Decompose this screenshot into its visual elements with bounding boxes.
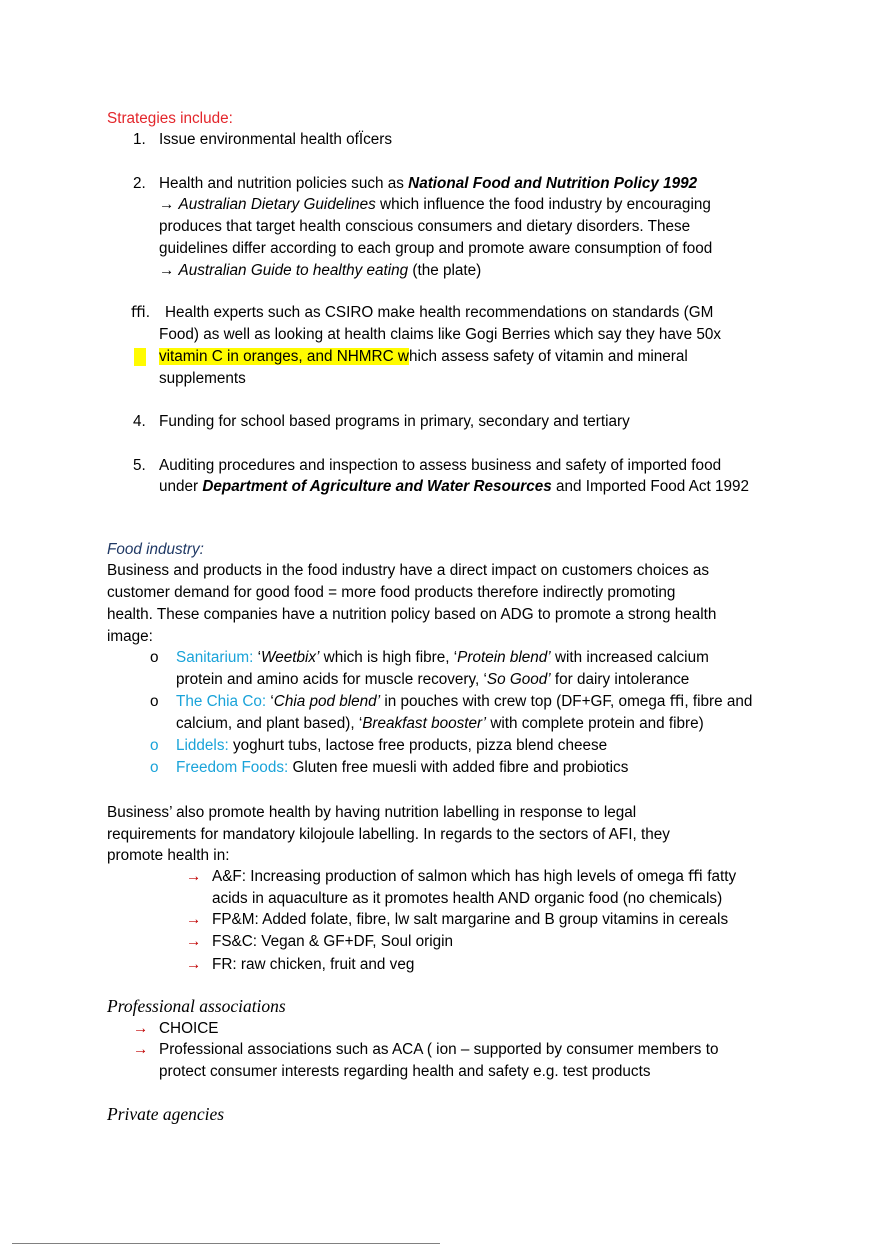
company-item-line: calcium, and plant based), ‘Breakfast booster’ with complete protein and fibre) xyxy=(176,715,704,732)
list-number: ﬃ. xyxy=(131,304,151,321)
company-item-line: protein and amino acids for muscle recovery, ‘So Good’ for dairy intolerance xyxy=(176,671,690,688)
food-industry-heading: Food industry: xyxy=(107,541,204,558)
paragraph-line: customer demand for good food = more food products therefore indirectly promoting xyxy=(107,584,676,601)
list-number: 1. xyxy=(133,131,146,148)
association-item-line: protect consumer interests regarding health and safety e.g. test products xyxy=(159,1063,651,1080)
strategy-item: Funding for school based programs in primary, secondary and tertiary xyxy=(159,413,630,430)
paragraph-line: requirements for mandatory kilojoule labelling. In regards to the sectors of AFI, they xyxy=(107,826,670,843)
arrow-icon: → xyxy=(133,1041,149,1058)
paragraph-line: health. These companies have a nutrition policy based on ADG to promote a strong health xyxy=(107,606,717,623)
strategy-item-line: → Australian Guide to healthy eating (the plate) xyxy=(159,262,482,279)
strategy-item: Issue environmental health ofÏcers xyxy=(159,131,392,148)
arrow-icon: → xyxy=(159,262,175,279)
arrow-icon: → xyxy=(186,956,202,973)
list-number: 5. xyxy=(133,457,146,474)
strategies-heading: Strategies include: xyxy=(107,110,233,127)
bullet-icon: o xyxy=(150,649,159,666)
arrow-icon: → xyxy=(159,196,175,213)
strategy-item-line: Food) as well as looking at health claims like Gogi Berries which say they have 50x xyxy=(159,326,722,343)
professional-associations-heading: Professional associations xyxy=(107,996,286,1016)
company-item-chia-co: The Chia Co: ‘Chia pod blend’ in pouches with crew top (DF+GF, omega ﬃ, fibre and xyxy=(176,693,753,710)
strategy-item-line: under Department of Agriculture and Water Resources and Imported Food Act 1992 xyxy=(159,478,750,495)
footer-rule xyxy=(12,1243,440,1244)
association-item: CHOICE xyxy=(159,1020,219,1037)
strategy-item-line: guidelines differ according to each group and promote aware consumption of food xyxy=(159,240,713,257)
association-item: Professional associations such as ACA ( ion – supported by consumer members to xyxy=(159,1041,719,1058)
highlighted-text: vitamin C in oranges, and NHMRC w xyxy=(159,348,409,365)
list-number: 4. xyxy=(133,413,146,430)
bullet-icon: o xyxy=(150,737,159,754)
arrow-icon: → xyxy=(186,868,202,885)
sector-item: A&F: Increasing production of salmon which has high levels of omega ﬃ fatty xyxy=(212,868,737,885)
arrow-icon: → xyxy=(186,911,202,928)
paragraph-line: Business and products in the food industry have a direct impact on customers choices as xyxy=(107,562,709,579)
list-number: 2. xyxy=(133,175,146,192)
company-item-liddels: Liddels: yoghurt tubs, lactose free products, pizza blend cheese xyxy=(176,737,608,754)
strategy-item-line: → Australian Dietary Guidelines which influence the food industry by encouraging xyxy=(159,196,711,213)
company-item-freedom-foods: Freedom Foods: Gluten free muesli with added fibre and probiotics xyxy=(176,759,629,776)
bullet-icon: o xyxy=(150,693,159,710)
highlight-marker xyxy=(134,348,146,366)
private-agencies-heading: Private agencies xyxy=(107,1104,225,1124)
paragraph-line: Business’ also promote health by having nutrition labelling in response to legal xyxy=(107,804,637,821)
arrow-icon: → xyxy=(186,933,202,950)
paragraph-line: image: xyxy=(107,628,153,645)
sector-item: FS&C: Vegan & GF+DF, Soul origin xyxy=(212,933,454,950)
bullet-icon: o xyxy=(150,759,159,776)
strategy-item: Health experts such as CSIRO make health recommendations on standards (GM xyxy=(165,304,714,321)
sector-item: FR: raw chicken, fruit and veg xyxy=(212,956,415,973)
strategy-item-line: produces that target health conscious consumers and dietary disorders. These xyxy=(159,218,691,235)
strategy-item-line: vitamin C in oranges, and NHMRC which assess safety of vitamin and mineral xyxy=(159,348,688,365)
arrow-icon: → xyxy=(133,1020,149,1037)
paragraph-line: promote health in: xyxy=(107,847,230,864)
company-item-sanitarium: Sanitarium: ‘Weetbix’ which is high fibre, ‘Protein blend’ with increased calcium xyxy=(176,649,709,666)
strategy-item-line: supplements xyxy=(159,370,246,387)
strategy-item: Health and nutrition policies such as National Food and Nutrition Policy 1992 xyxy=(159,175,698,192)
sector-item: FP&M: Added folate, fibre, lw salt margarine and B group vitamins in cereals xyxy=(212,911,729,928)
strategy-item: Auditing procedures and inspection to assess business and safety of imported food xyxy=(159,457,722,474)
sector-item-line: acids in aquaculture as it promotes health AND organic food (no chemicals) xyxy=(212,890,723,907)
